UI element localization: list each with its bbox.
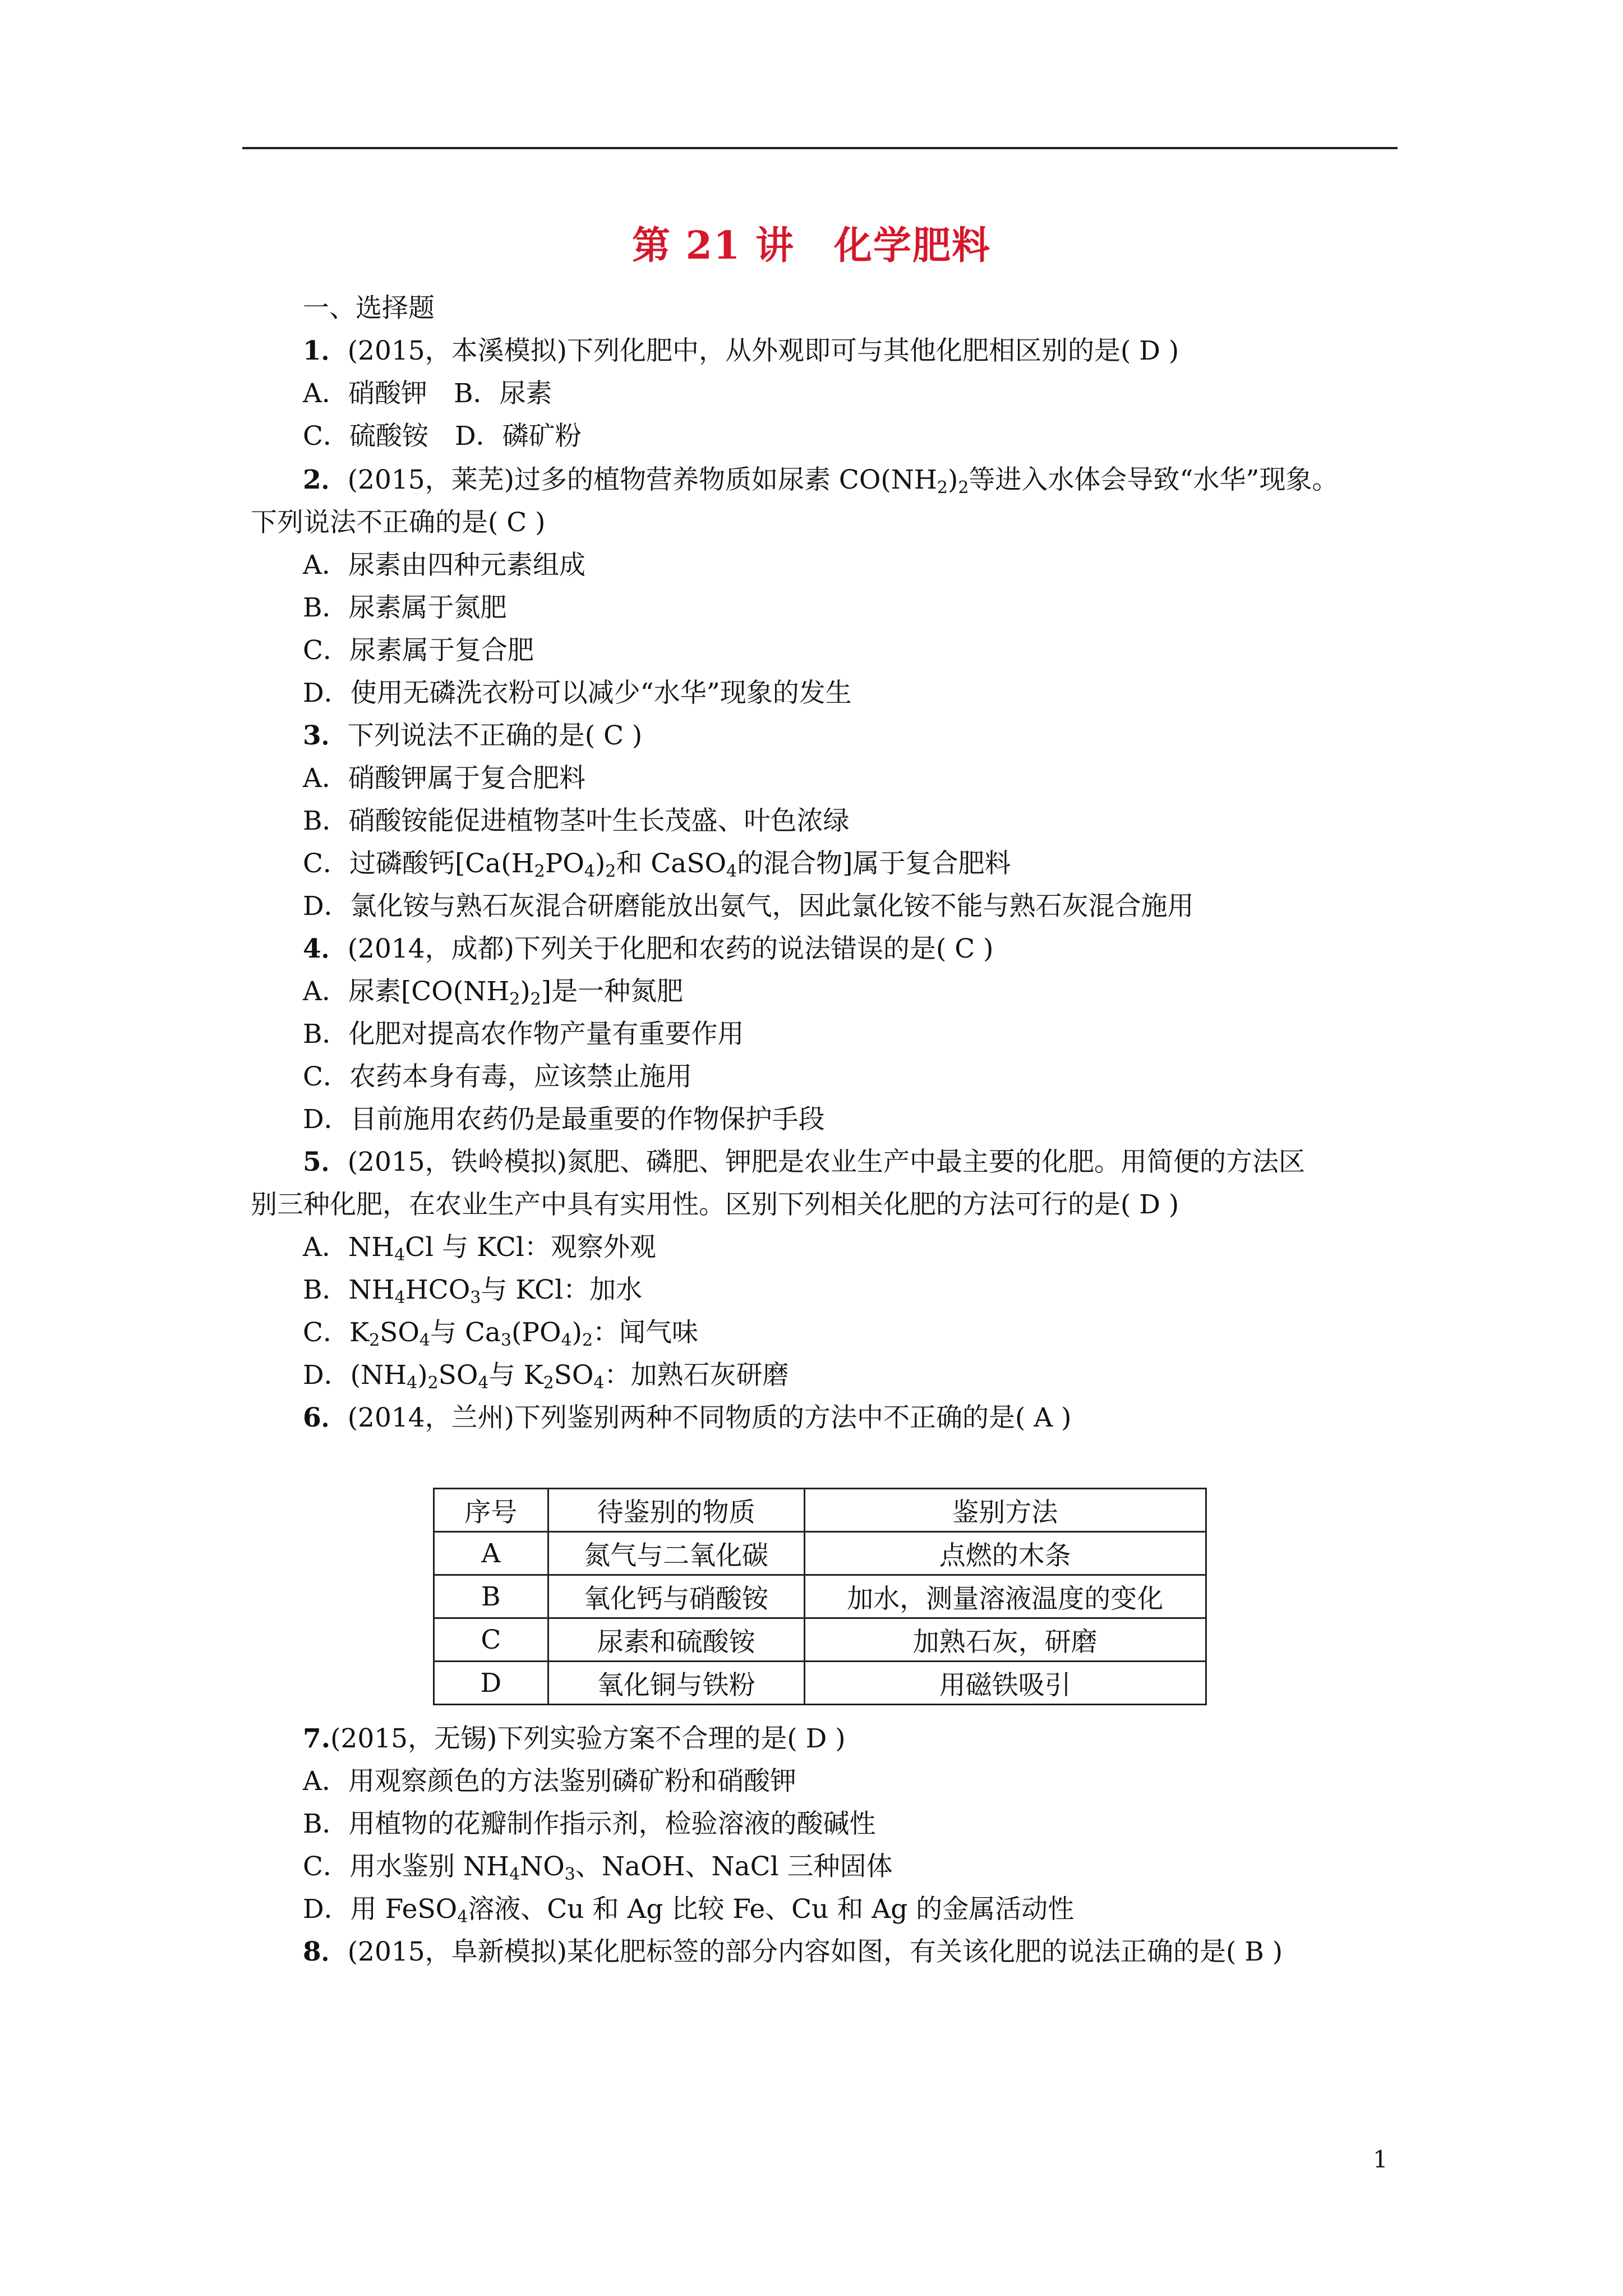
table-cell: 加熟石灰，研磨 — [804, 1618, 1206, 1662]
question-5: 5．(2015，铁岭模拟)氮肥、磷肥、钾肥是农业生产中最主要的化肥。用简便的方法区 — [303, 1147, 1305, 1177]
table-cell: B — [434, 1575, 548, 1618]
table-header-row — [434, 1489, 1206, 1532]
question-3-option-a: A．硝酸钾属于复合肥料 — [303, 763, 585, 794]
question-8: 8．(2015，阜新模拟)某化肥标签的部分内容如图，有关该化肥的说法正确的是( B ) — [303, 1936, 1283, 1967]
question-1: 1．(2015，本溪模拟)下列化肥中，从外观即可与其他化肥相区别的是( D ) — [303, 335, 1179, 366]
question-3-option-d: D．氯化铵与熟石灰混合研磨能放出氨气，因此氯化铵不能与熟石灰混合施用 — [303, 891, 1194, 922]
table-cell: C — [434, 1618, 548, 1662]
identification-table — [433, 1488, 1207, 1705]
table-header: 鉴别方法 — [804, 1489, 1206, 1532]
table-cell: 氮气与二氧化碳 — [548, 1532, 804, 1575]
question-7-option-b: B．用植物的花瓣制作指示剂，检验溶液的酸碱性 — [303, 1809, 876, 1839]
question-2-option-c: C．尿素属于复合肥 — [303, 635, 534, 666]
question-5-option-b: B．$NH_4HCO_3$与 KCl：加水 — [303, 1274, 643, 1308]
question-5-option-d: D．$(NH_4)_2SO_4$与 $K_2SO_4$：加熟石灰研磨 — [303, 1360, 789, 1393]
table-header: 序号 — [434, 1489, 548, 1532]
question-3-option-b: B．硝酸铵能促进植物茎叶生长茂盛、叶色浓绿 — [303, 806, 850, 836]
table-row — [434, 1662, 1206, 1705]
question-7: 7.(2015，无锡)下列实验方案不合理的是( D ) — [303, 1723, 846, 1754]
question-7-option-c: C．用水鉴别 $NH_4NO_3$、NaOH、NaCl 三种固体 — [303, 1851, 893, 1884]
question-1-options-ab: A．硝酸钾 B．尿素 — [303, 378, 552, 409]
table-cell: 氧化钙与硝酸铵 — [548, 1575, 804, 1618]
question-3: 3．下列说法不正确的是( C ) — [303, 720, 643, 751]
question-7-option-a: A．用观察颜色的方法鉴别磷矿粉和硝酸钾 — [303, 1766, 796, 1797]
question-5-option-c: C．$K_2SO_4$与 $Ca_3(PO_4)_2$：闻气味 — [303, 1317, 699, 1350]
page-number: 1 — [1373, 2146, 1388, 2173]
question-4-option-d: D．目前施用农药仍是最重要的作物保护手段 — [303, 1104, 825, 1135]
header-rule — [242, 147, 1398, 149]
table-cell: 点燃的木条 — [804, 1532, 1206, 1575]
question-4-option-c: C．农药本身有毒，应该禁止施用 — [303, 1061, 692, 1092]
table-cell: 氧化铜与铁粉 — [548, 1662, 804, 1705]
question-6: 6．(2014，兰州)下列鉴别两种不同物质的方法中不正确的是( A ) — [303, 1402, 1072, 1433]
question-2-option-b: B．尿素属于氮肥 — [303, 592, 507, 623]
table-cell: 尿素和硫酸铵 — [548, 1618, 804, 1662]
table-cell: 加水，测量溶液温度的变化 — [804, 1575, 1206, 1618]
table-header: 待鉴别的物质 — [548, 1489, 804, 1532]
table-row — [434, 1575, 1206, 1618]
question-5-option-a: A．$NH_4Cl$ 与 KCl：观察外观 — [303, 1232, 656, 1265]
question-3-option-c: C．过磷酸钙[$Ca(H_2PO_4)_2$和 CaSO$_4$的混合物]属于复合肥料 — [303, 848, 1011, 881]
table-cell: D — [434, 1662, 548, 1705]
table-cell: 用磁铁吸引 — [804, 1662, 1206, 1705]
question-2-option-a: A．尿素由四种元素组成 — [303, 550, 585, 581]
question-7-option-d: D．用 FeSO$_4$溶液、Cu 和 Ag 比较 Fe、Cu 和 Ag 的金属活动性 — [303, 1894, 1075, 1927]
question-2-option-d: D．使用无磷洗衣粉可以减少“水华”现象的发生 — [303, 678, 852, 708]
question-4-option-a: A．尿素$[CO(NH_2)_2]$是一种氮肥 — [303, 976, 684, 1009]
page-title: 第 21 讲 化学肥料 — [632, 223, 991, 268]
question-4: 4．(2014，成都)下列关于化肥和农药的说法错误的是( C ) — [303, 933, 994, 964]
question-4-option-b: B．化肥对提高农作物产量有重要作用 — [303, 1019, 744, 1050]
question-1-options-cd: C．硫酸铵 D．磷矿粉 — [303, 421, 582, 452]
table-cell: A — [434, 1532, 548, 1575]
question-5-cont: 别三种化肥，在农业生产中具有实用性。区别下列相关化肥的方法可行的是( D ) — [251, 1189, 1179, 1220]
question-2: 2．(2015，莱芜)过多的植物营养物质如尿素 $CO(NH_2)_2$等进入水体会导致“水华”现象。 — [303, 464, 1339, 498]
question-2-cont: 下列说法不正确的是( C ) — [251, 507, 546, 538]
table-row — [434, 1618, 1206, 1662]
table-row — [434, 1532, 1206, 1575]
section-heading: 一、选择题 — [303, 293, 435, 324]
